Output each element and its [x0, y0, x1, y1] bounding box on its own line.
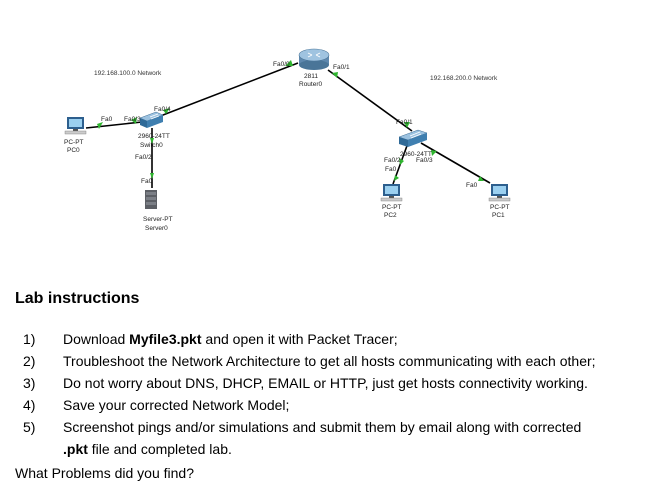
router-port-fa0-1: Fa0/1	[333, 64, 350, 71]
switch0-name-label: Switch0	[140, 142, 163, 149]
router-model-label: 2811	[304, 73, 318, 80]
switch-icon	[140, 112, 163, 128]
pc2-type-label: PC-PT	[382, 204, 402, 211]
pc1-name-label: PC1	[492, 212, 505, 219]
switch1-port-fa0-2: Fa0/2	[384, 157, 401, 164]
pc2[interactable]	[381, 184, 402, 219]
network-label-left: 192.168.100.0 Network	[94, 70, 162, 77]
pc2-name-label: PC2	[384, 212, 397, 219]
instruction-text: Screenshot pings and/or simulations and submit them by email along with corrected	[63, 419, 582, 435]
server-icon	[145, 190, 157, 209]
link-up-icon	[332, 72, 338, 78]
lab-instructions-section	[15, 290, 655, 460]
server0[interactable]	[143, 190, 173, 232]
instruction-item	[15, 328, 655, 350]
pc1-port-fa0: Fa0	[466, 182, 478, 189]
switch1-port-fa0-1: Fa0/1	[396, 119, 413, 126]
question-text: What Problems did you find?	[15, 465, 194, 481]
instruction-text: and open it with Packet Tracer;	[201, 331, 398, 347]
switch1[interactable]	[399, 130, 432, 158]
pc1-type-label: PC-PT	[490, 204, 510, 211]
instruction-text: Download	[63, 331, 130, 347]
file-extension-text: .pkt	[63, 441, 88, 457]
pc-icon	[489, 184, 510, 201]
switch0[interactable]	[138, 112, 170, 149]
server0-type-label: Server-PT	[143, 216, 173, 223]
switch1-port-fa0-3: Fa0/3	[416, 157, 433, 164]
pc-icon	[381, 184, 402, 201]
pc-icon	[65, 117, 86, 134]
instruction-list	[15, 328, 655, 460]
lab-heading: Lab instructions	[15, 290, 140, 307]
pc2-port-fa0: Fa0	[385, 166, 397, 173]
router-name-label: Router0	[299, 81, 323, 88]
switch0-port-fa0-2: Fa0/2	[135, 154, 152, 161]
network-label-right: 192.168.200.0 Network	[430, 75, 498, 82]
pc0-port-fa0: Fa0	[101, 116, 113, 123]
pc1[interactable]	[489, 184, 510, 219]
pc0-type-label: PC-PT	[64, 139, 84, 146]
instruction-text: Save your corrected Network Model;	[63, 397, 290, 413]
instruction-item	[15, 394, 655, 416]
instruction-item	[15, 350, 655, 372]
instruction-number: 1)	[23, 331, 36, 347]
link-up-icon	[431, 150, 437, 156]
filename-text: Myfile3.pkt	[129, 331, 202, 347]
link-switch0-router[interactable]	[150, 63, 298, 120]
router-icon	[299, 49, 329, 70]
switch0-model-label: 2960-24TT	[138, 133, 170, 140]
switch1-model-label: 2960-24TT	[400, 151, 432, 158]
switch0-port-fa0-4: Fa0/4	[154, 106, 171, 113]
instruction-number: 2)	[23, 353, 36, 369]
router-port-fa0-0: Fa0/0	[273, 61, 290, 68]
instruction-text: Do not worry about DNS, DHCP, EMAIL or HTTP, just get hosts connectivity working.	[63, 375, 588, 391]
router0[interactable]	[299, 49, 329, 88]
instruction-number: 3)	[23, 375, 36, 391]
server0-port-fa0: Fa0	[141, 178, 153, 185]
instruction-number: 4)	[23, 397, 36, 413]
instruction-number: 5)	[23, 419, 36, 435]
instruction-text: file and completed lab.	[87, 441, 232, 457]
switch0-port-fa0-3: Fa0/3	[124, 116, 141, 123]
server0-name-label: Server0	[145, 225, 168, 232]
pc0-name-label: PC0	[67, 147, 80, 154]
instruction-item	[15, 416, 655, 460]
instruction-item	[15, 372, 655, 394]
pc0[interactable]	[64, 117, 86, 154]
instruction-text: Troubleshoot the Network Architecture to get all hosts communicating with each other;	[63, 353, 596, 369]
